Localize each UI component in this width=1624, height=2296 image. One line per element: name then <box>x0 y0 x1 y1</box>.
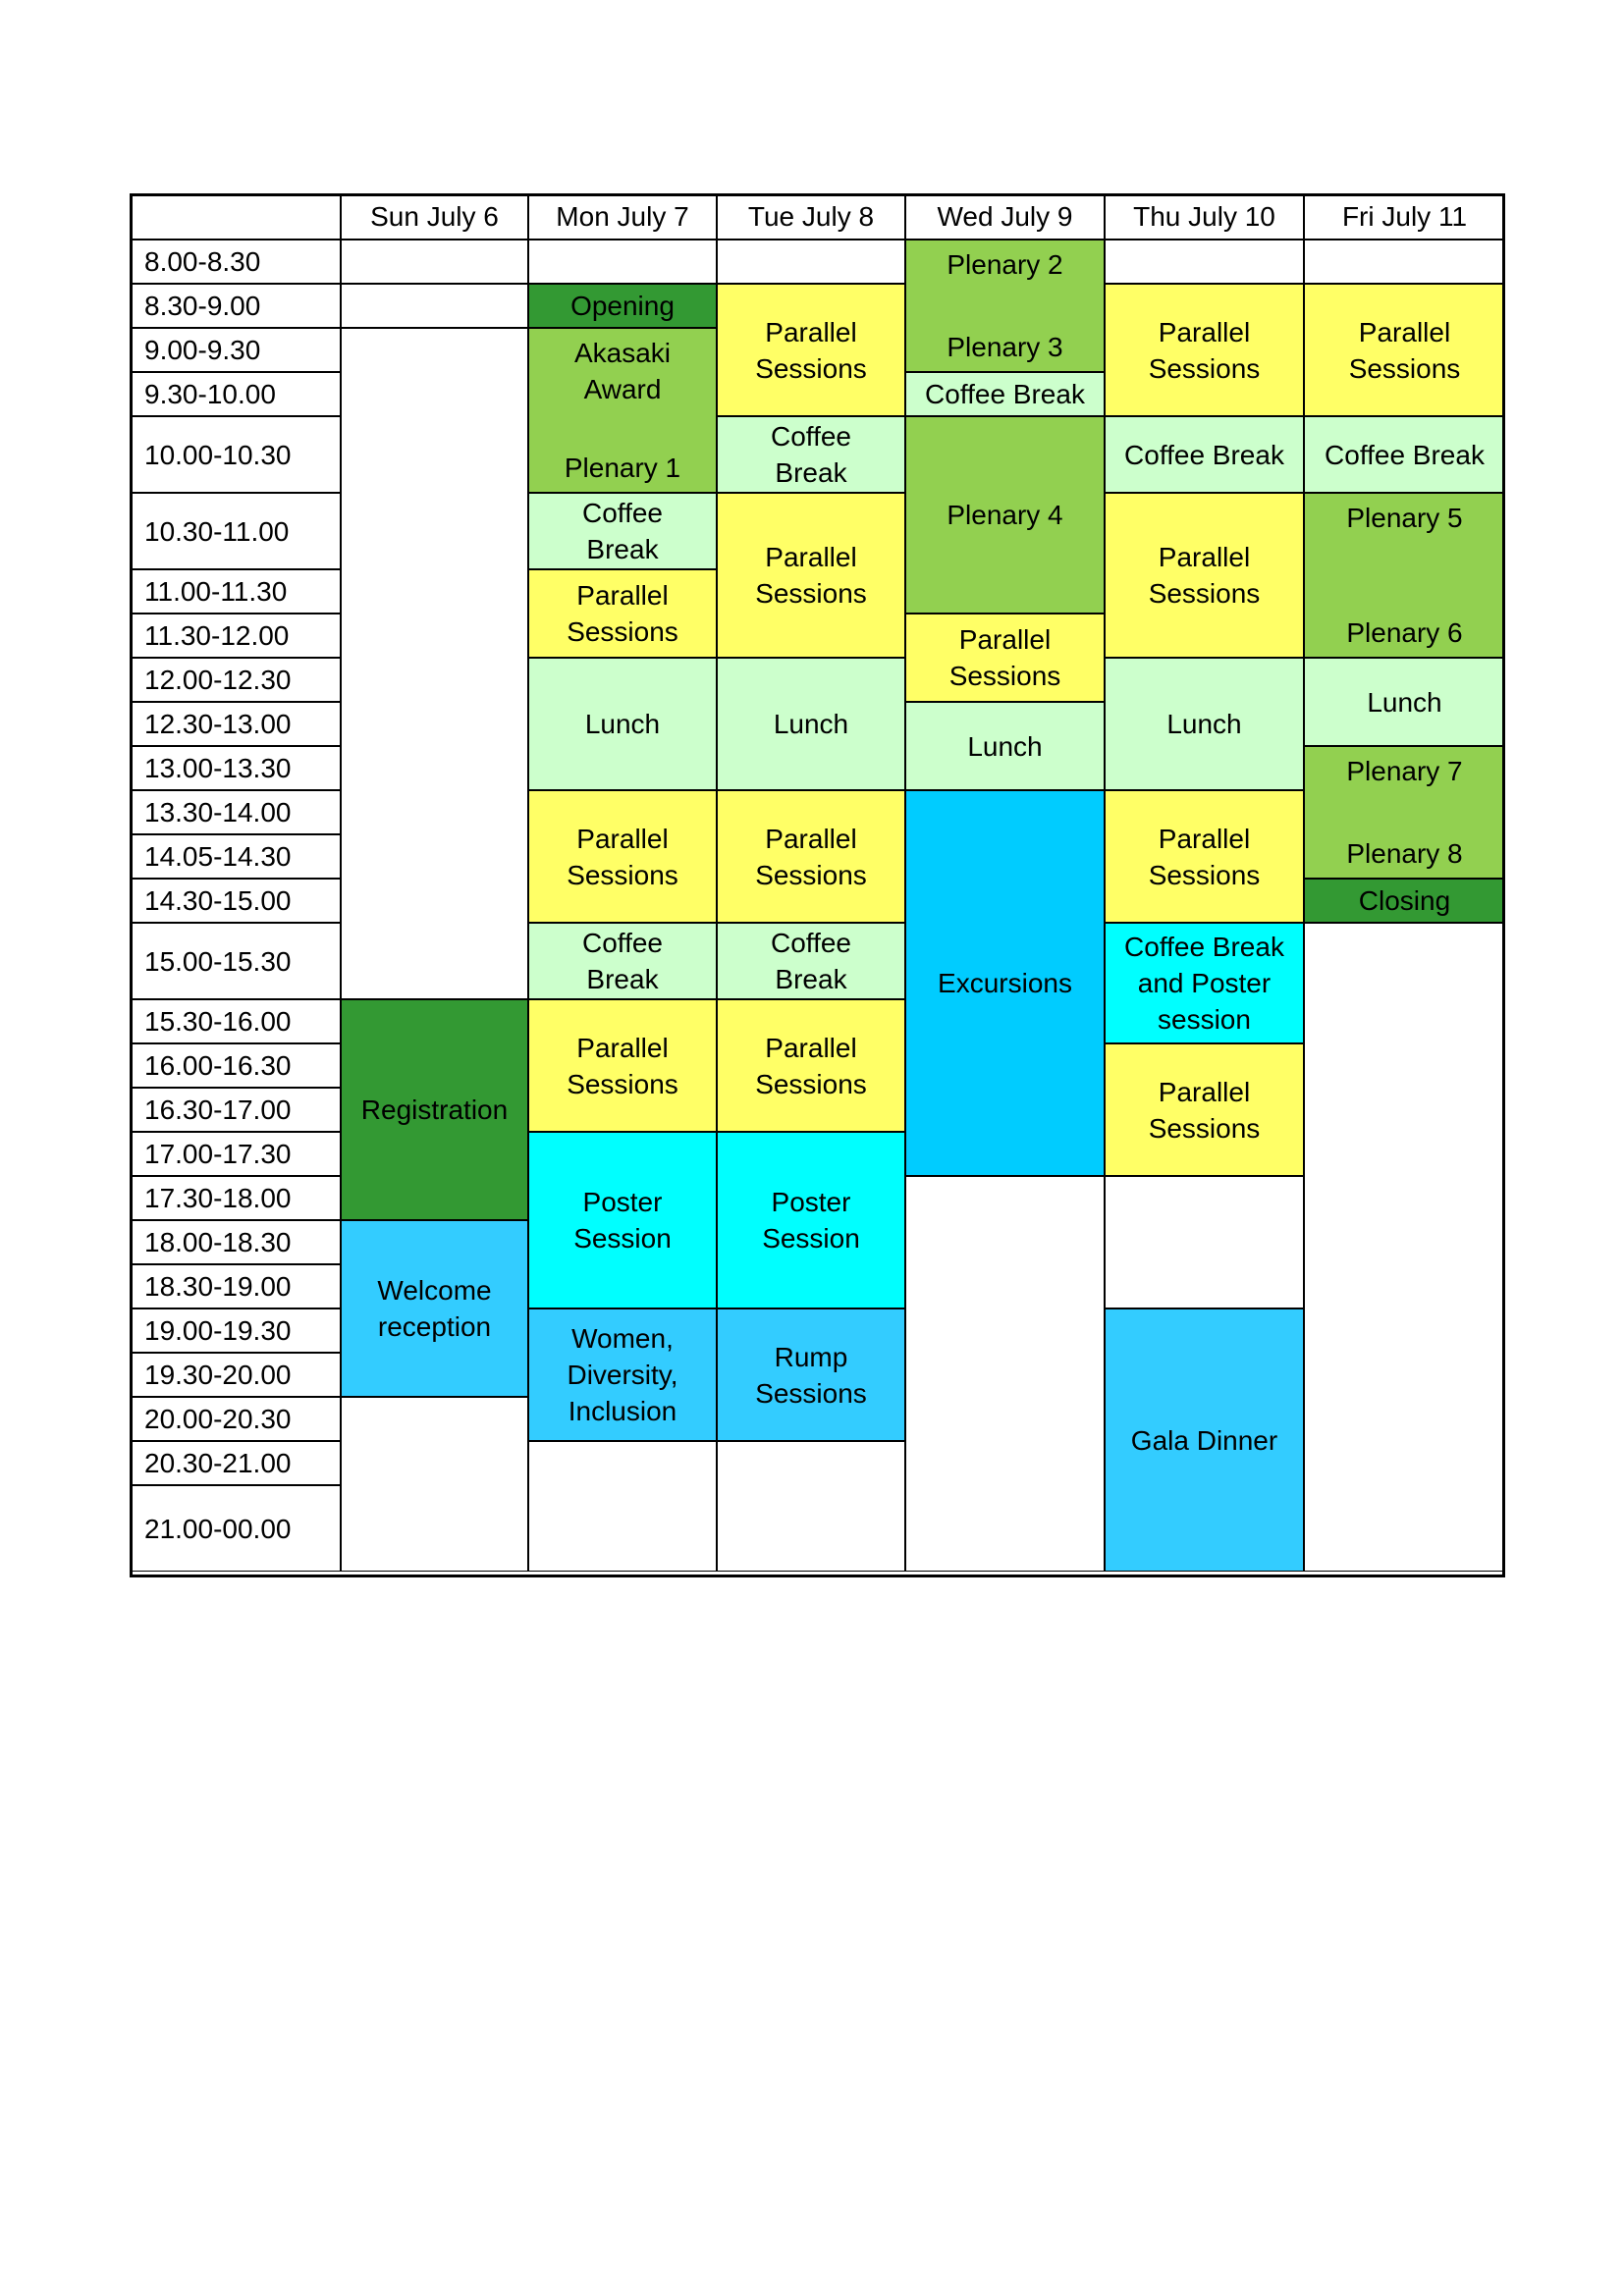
schedule-event-coffee: Coffee Break <box>717 416 905 493</box>
schedule-event-reception: Welcome reception <box>341 1220 528 1397</box>
schedule-event-parallel: Parallel Sessions <box>1105 284 1304 416</box>
time-slot-label: 13.30-14.00 <box>130 790 341 834</box>
schedule-event-plenary <box>528 328 717 493</box>
event-label: Plenary 7 <box>1346 756 1463 786</box>
time-slot-label: 15.30-16.00 <box>130 999 341 1043</box>
time-slot-label: 8.00-8.30 <box>130 240 341 284</box>
time-slot-label: 16.00-16.30 <box>130 1043 341 1088</box>
schedule-event-lunch: Lunch <box>1304 658 1505 746</box>
time-slot-label: 19.30-20.00 <box>130 1353 341 1397</box>
schedule-event-coffee: Coffee Break <box>717 923 905 999</box>
empty-slot <box>528 240 717 284</box>
time-slot-label: 18.30-19.00 <box>130 1264 341 1308</box>
schedule-event-reception: Women, Diversity, Inclusion <box>528 1308 717 1441</box>
schedule-event-coffee: Coffee Break <box>528 493 717 569</box>
schedule-event-coffee: Coffee Break <box>528 923 717 999</box>
schedule-event-coffee: Coffee Break <box>905 372 1105 416</box>
time-slot-label: 15.00-15.30 <box>130 923 341 999</box>
empty-slot <box>341 328 528 999</box>
time-slot-label: 17.00-17.30 <box>130 1132 341 1176</box>
event-label-secondary: Plenary 8 <box>1346 838 1463 869</box>
time-slot-label: 16.30-17.00 <box>130 1088 341 1132</box>
schedule-event-parallel: Parallel Sessions <box>1304 284 1505 416</box>
time-slot-label: 20.00-20.30 <box>130 1397 341 1441</box>
schedule-event-parallel: Parallel Sessions <box>1105 493 1304 658</box>
event-label-secondary: Plenary 3 <box>947 332 1063 362</box>
empty-slot <box>1304 240 1505 284</box>
empty-slot <box>528 1441 717 1572</box>
schedule-event-parallel: Parallel Sessions <box>1105 1043 1304 1176</box>
time-slot-label: 11.30-12.00 <box>130 614 341 658</box>
day-header: Fri July 11 <box>1304 193 1505 240</box>
event-label: Plenary 5 <box>1346 503 1463 533</box>
time-slot-label: 10.30-11.00 <box>130 493 341 569</box>
corner-cell <box>130 193 341 240</box>
day-header: Tue July 8 <box>717 193 905 240</box>
time-slot-label: 12.30-13.00 <box>130 702 341 746</box>
schedule-event-coffee: Coffee Break <box>1105 416 1304 493</box>
schedule-event-opening: Registration <box>341 999 528 1220</box>
schedule-event-poster: Poster Session <box>717 1132 905 1308</box>
empty-slot <box>717 240 905 284</box>
empty-slot <box>717 1441 905 1572</box>
schedule-event-parallel: Parallel Sessions <box>717 790 905 923</box>
schedule-event-lunch: Lunch <box>1105 658 1304 790</box>
schedule-event-parallel: Parallel Sessions <box>717 999 905 1132</box>
schedule-event-reception: Gala Dinner <box>1105 1308 1304 1572</box>
schedule-event-plenary <box>905 240 1105 372</box>
time-slot-label: 10.00-10.30 <box>130 416 341 493</box>
time-slot-label: 12.00-12.30 <box>130 658 341 702</box>
conference-schedule-table <box>130 193 1505 1577</box>
schedule-event-poster: Poster Session <box>528 1132 717 1308</box>
schedule-event-parallel: Parallel Sessions <box>717 284 905 416</box>
day-header: Wed July 9 <box>905 193 1105 240</box>
schedule-event-opening: Closing <box>1304 879 1505 923</box>
event-label: Akasaki Award <box>573 338 672 404</box>
schedule-event-lunch: Lunch <box>717 658 905 790</box>
schedule-event-opening: Opening <box>528 284 717 328</box>
schedule-event-coffee: Coffee Break <box>1304 416 1505 493</box>
day-header: Thu July 10 <box>1105 193 1304 240</box>
event-label-secondary: Plenary 6 <box>1346 617 1463 648</box>
time-slot-label: 17.30-18.00 <box>130 1176 341 1220</box>
day-header: Mon July 7 <box>528 193 717 240</box>
schedule-event-parallel: Parallel Sessions <box>1105 790 1304 923</box>
time-slot-label: 9.30-10.00 <box>130 372 341 416</box>
time-slot-label: 18.00-18.30 <box>130 1220 341 1264</box>
schedule-event-parallel: Parallel Sessions <box>905 614 1105 702</box>
time-slot-label: 11.00-11.30 <box>130 569 341 614</box>
time-slot-label: 20.30-21.00 <box>130 1441 341 1485</box>
schedule-event-plenary <box>1304 493 1505 658</box>
schedule-event-parallel: Parallel Sessions <box>528 999 717 1132</box>
schedule-event-plenary: Plenary 4 <box>905 416 1105 614</box>
time-slot-label: 21.00-00.00 <box>130 1485 341 1572</box>
empty-slot <box>341 1397 528 1572</box>
schedule-event-poster: Coffee Break and Poster session <box>1105 923 1304 1043</box>
empty-slot <box>341 284 528 328</box>
time-slot-label: 13.00-13.30 <box>130 746 341 790</box>
time-slot-label: 19.00-19.30 <box>130 1308 341 1353</box>
event-label: Plenary 2 <box>947 249 1063 280</box>
schedule-event-lunch: Lunch <box>528 658 717 790</box>
time-slot-label: 8.30-9.00 <box>130 284 341 328</box>
empty-slot <box>905 1176 1105 1572</box>
schedule-event-lunch: Lunch <box>905 702 1105 790</box>
time-slot-label: 14.05-14.30 <box>130 834 341 879</box>
empty-slot <box>1105 1176 1304 1308</box>
time-slot-label: 9.00-9.30 <box>130 328 341 372</box>
event-label-secondary: Plenary 1 <box>564 453 681 483</box>
time-slot-label: 14.30-15.00 <box>130 879 341 923</box>
empty-slot <box>1105 240 1304 284</box>
schedule-event-reception: Rump Sessions <box>717 1308 905 1441</box>
schedule-event-parallel: Parallel Sessions <box>528 790 717 923</box>
schedule-event-excursion: Excursions <box>905 790 1105 1176</box>
schedule-event-parallel: Parallel Sessions <box>717 493 905 658</box>
schedule-event-parallel: Parallel Sessions <box>528 569 717 658</box>
schedule-event-plenary <box>1304 746 1505 879</box>
empty-slot <box>341 240 528 284</box>
empty-slot <box>1304 923 1505 1572</box>
day-header: Sun July 6 <box>341 193 528 240</box>
